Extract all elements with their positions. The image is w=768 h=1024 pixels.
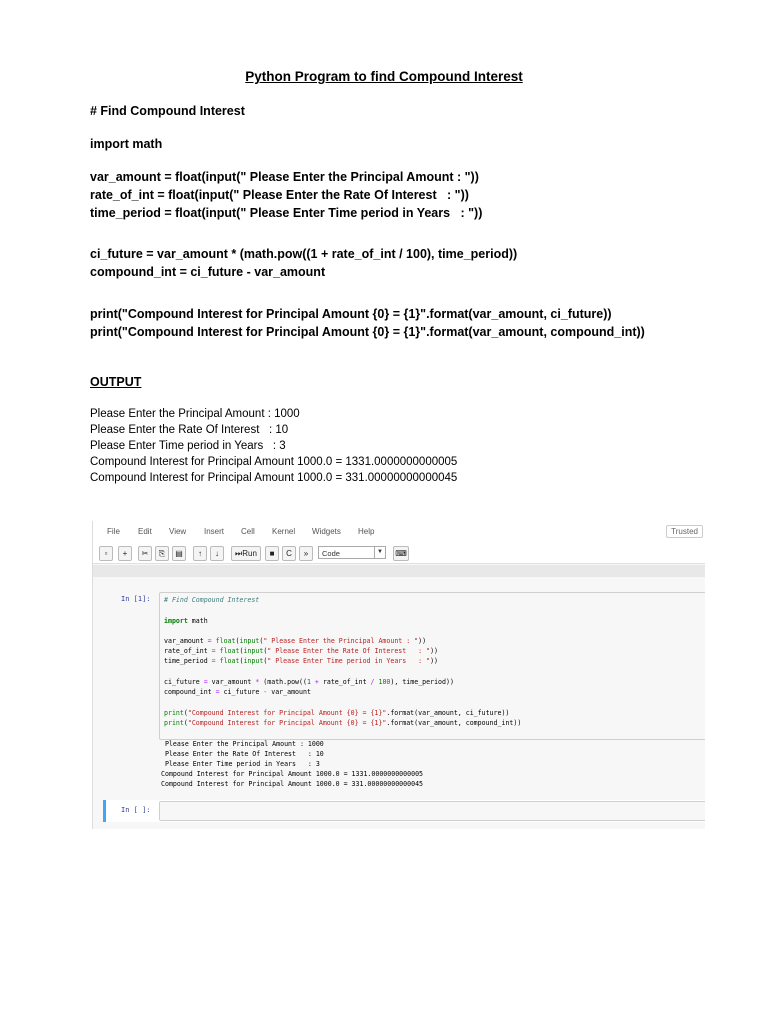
arrow-up-icon: ↑	[198, 549, 202, 558]
output-line: Please Enter Time period in Years : 3	[90, 440, 286, 452]
code-cell[interactable]	[93, 590, 705, 796]
cell-output-line: Compound Interest for Principal Amount 1000.0 = 1331.0000000000005	[161, 770, 424, 778]
code-line-time: time_period = float(input(" Please Enter Time period in Years : "))	[90, 206, 483, 220]
import-line: import math	[90, 137, 163, 151]
fast-forward-icon: »	[303, 549, 309, 558]
cell-output-line: Please Enter the Rate Of Interest : 10	[161, 750, 324, 758]
cell-type-value: Code	[322, 549, 340, 558]
menu-kernel[interactable]: Kernel	[272, 527, 296, 536]
arrow-down-icon: ↓	[215, 549, 219, 558]
restart-button[interactable]	[282, 546, 296, 561]
code-line: print("Compound Interest for Principal Amount {0} = {1}".format(var_amount, ci_future))	[164, 709, 510, 717]
code-line: print("Compound Interest for Principal Amount {0} = {1}".format(var_amount, compound_int))	[164, 719, 522, 727]
scissors-icon: ✂	[141, 549, 149, 558]
paste-icon: ▤	[175, 549, 183, 558]
comment-line: # Find Compound Interest	[90, 104, 245, 118]
cut-button[interactable]	[138, 546, 152, 561]
print-line-2: print("Compound Interest for Principal Amount {0} = {1}".format(var_amount, compound_int))	[90, 325, 645, 339]
menu-widgets[interactable]: Widgets	[312, 527, 341, 536]
restart-run-all-button[interactable]	[299, 546, 313, 561]
code-line-var-amount: var_amount = float(input(" Please Enter the Principal Amount : "))	[90, 170, 479, 184]
print-line-1: print("Compound Interest for Principal Amount {0} = {1}".format(var_amount, ci_future))	[90, 307, 612, 321]
copy-button[interactable]	[155, 546, 169, 561]
chevron-down-icon: ▼	[374, 547, 385, 558]
cell-input[interactable]	[159, 801, 705, 821]
refresh-icon: C	[286, 549, 292, 558]
cell-output-line: Please Enter the Principal Amount : 1000	[161, 740, 324, 748]
stop-icon: ■	[269, 549, 275, 558]
copy-icon: ⎘	[158, 549, 166, 558]
cell-output-line: Please Enter Time period in Years : 3	[161, 760, 320, 768]
keyboard-icon: ⌨	[395, 549, 407, 558]
code-line: ci_future = var_amount * (math.pow((1 + rate_of_int / 100), time_period))	[164, 678, 454, 686]
move-up-button[interactable]	[193, 546, 207, 561]
interrupt-button[interactable]	[265, 546, 279, 561]
output-line: Compound Interest for Principal Amount 1000.0 = 1331.0000000000005	[90, 456, 458, 468]
code-line: rate_of_int = float(input(" Please Enter the Rate Of Interest : "))	[164, 647, 439, 655]
menu-insert[interactable]: Insert	[204, 527, 225, 536]
code-line: var_amount = float(input(" Please Enter the Principal Amount : "))	[164, 637, 427, 645]
command-palette-button[interactable]	[393, 546, 409, 561]
empty-code-cell[interactable]	[103, 800, 705, 822]
menu-file[interactable]: File	[107, 527, 120, 536]
menu-help[interactable]: Help	[358, 527, 375, 536]
cell-type-select[interactable]	[318, 546, 386, 559]
toolbar	[93, 543, 705, 564]
output-line: Please Enter the Principal Amount : 1000	[90, 408, 300, 420]
document-title: Python Program to find Compound Interest	[245, 69, 523, 84]
save-button[interactable]	[99, 546, 113, 561]
output-line: Please Enter the Rate Of Interest : 10	[90, 424, 289, 436]
save-icon: ▫	[104, 549, 108, 558]
header-band	[93, 565, 705, 577]
cell-prompt: In [1]:	[121, 595, 151, 603]
menu-edit[interactable]: Edit	[138, 527, 152, 536]
code-line: time_period = float(input(" Please Enter Time period in Years : "))	[164, 657, 439, 665]
move-down-button[interactable]	[210, 546, 224, 561]
paste-button[interactable]	[172, 546, 186, 561]
cell-prompt: In [ ]:	[121, 806, 151, 814]
code-line-rate: rate_of_int = float(input(" Please Enter the Rate Of Interest : "))	[90, 188, 469, 202]
code-line: compound_int = ci_future - var_amount	[164, 688, 311, 696]
plus-icon: +	[122, 549, 128, 558]
run-label: Run	[242, 549, 257, 558]
output-line: Compound Interest for Principal Amount 1000.0 = 331.00000000000045	[90, 472, 458, 484]
code-line: import math	[164, 617, 208, 625]
output-heading: OUTPUT	[90, 375, 142, 389]
calc-line-ci-future: ci_future = var_amount * (math.pow((1 + rate_of_int / 100), time_period))	[90, 247, 518, 261]
insert-cell-button[interactable]	[118, 546, 132, 561]
notebook-screenshot	[92, 521, 705, 829]
step-forward-icon: ⏭	[235, 549, 243, 558]
menu-view[interactable]: View	[169, 527, 187, 536]
cell-input[interactable]	[159, 592, 705, 740]
menu-bar	[93, 521, 705, 543]
calc-line-compound-int: compound_int = ci_future - var_amount	[90, 265, 326, 279]
trusted-badge[interactable]: Trusted	[666, 525, 703, 538]
menu-cell[interactable]: Cell	[241, 527, 255, 536]
code-line: # Find Compound Interest	[164, 596, 260, 604]
cell-output-line: Compound Interest for Principal Amount 1000.0 = 331.00000000000045	[161, 780, 424, 788]
run-button[interactable]	[231, 546, 261, 561]
